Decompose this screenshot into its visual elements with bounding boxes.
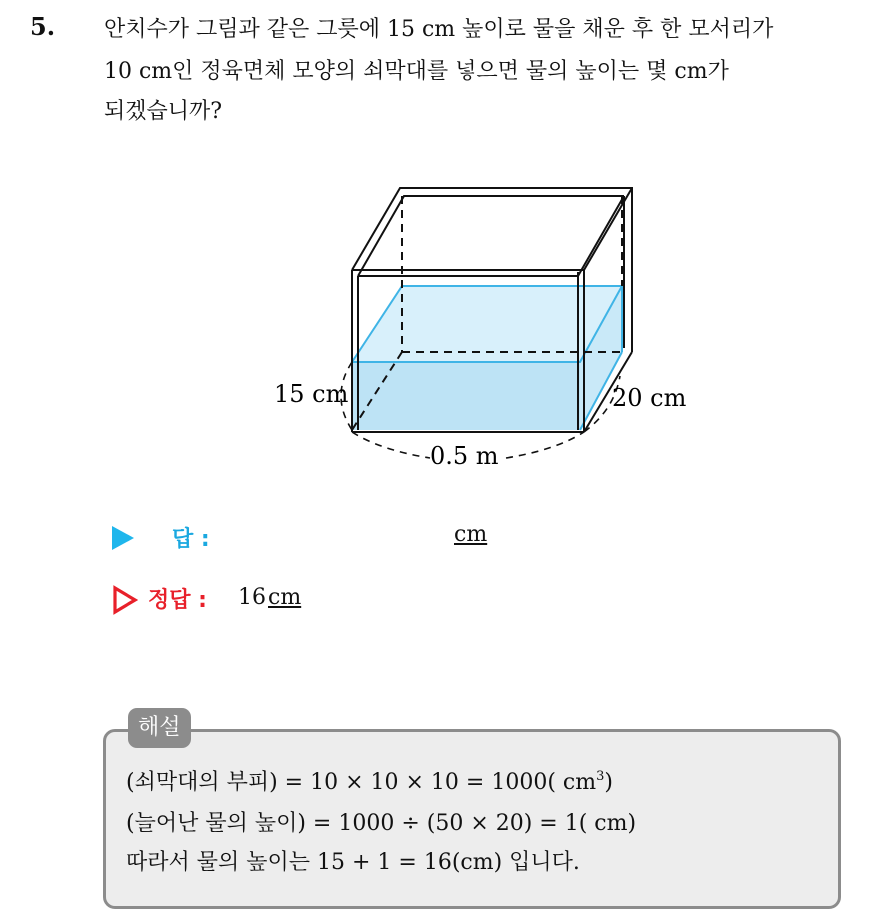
- label-height: 15 cm: [274, 380, 349, 408]
- solution-line-1-end: ): [604, 770, 613, 795]
- water-top-surface: [352, 286, 622, 362]
- water-front-face: [352, 362, 580, 430]
- label-depth: 20 cm: [612, 384, 687, 412]
- correct-answer-value: [238, 585, 301, 610]
- correct-answer-unit: cm: [268, 585, 302, 610]
- solution-line-2: (늘어난 물의 높이) = 1000 ÷ (50 × 20) = 1( cm): [126, 811, 637, 836]
- question-line-2: 10 cm인 정육면체 모양의 쇠막대를 넣으면 물의 높이는 몇 cm가: [104, 59, 729, 84]
- question-line-3: 되겠습니까?: [104, 99, 223, 124]
- question-line-1: 안치수가 그림과 같은 그릇에 15 cm 높이로 물을 채운 후 한 모서리가: [104, 17, 774, 42]
- answer-label: 답 :: [172, 527, 210, 552]
- solution-line-1-main: (쇠막대의 부피) = 10 × 10 × 10 = 1000( cm: [126, 770, 597, 795]
- outline-triangle-icon: [112, 585, 138, 615]
- play-arrow-icon: [112, 526, 134, 550]
- correct-answer-label: 정답 :: [148, 588, 207, 613]
- solution-line-1-exponent: 3: [596, 769, 605, 784]
- solution-line-1: [126, 765, 613, 796]
- answer-unit: cm: [454, 522, 488, 547]
- solution-tag: 해설: [128, 708, 191, 748]
- question-number: 5.: [30, 12, 56, 41]
- solution-line-3: 따라서 물의 높이는 15 + 1 = 16(cm) 입니다.: [126, 850, 580, 875]
- answer-row: [112, 520, 532, 556]
- correct-answer-number: 16: [238, 585, 266, 610]
- correct-answer-row: [112, 583, 532, 619]
- label-width: 0.5 m: [430, 442, 499, 470]
